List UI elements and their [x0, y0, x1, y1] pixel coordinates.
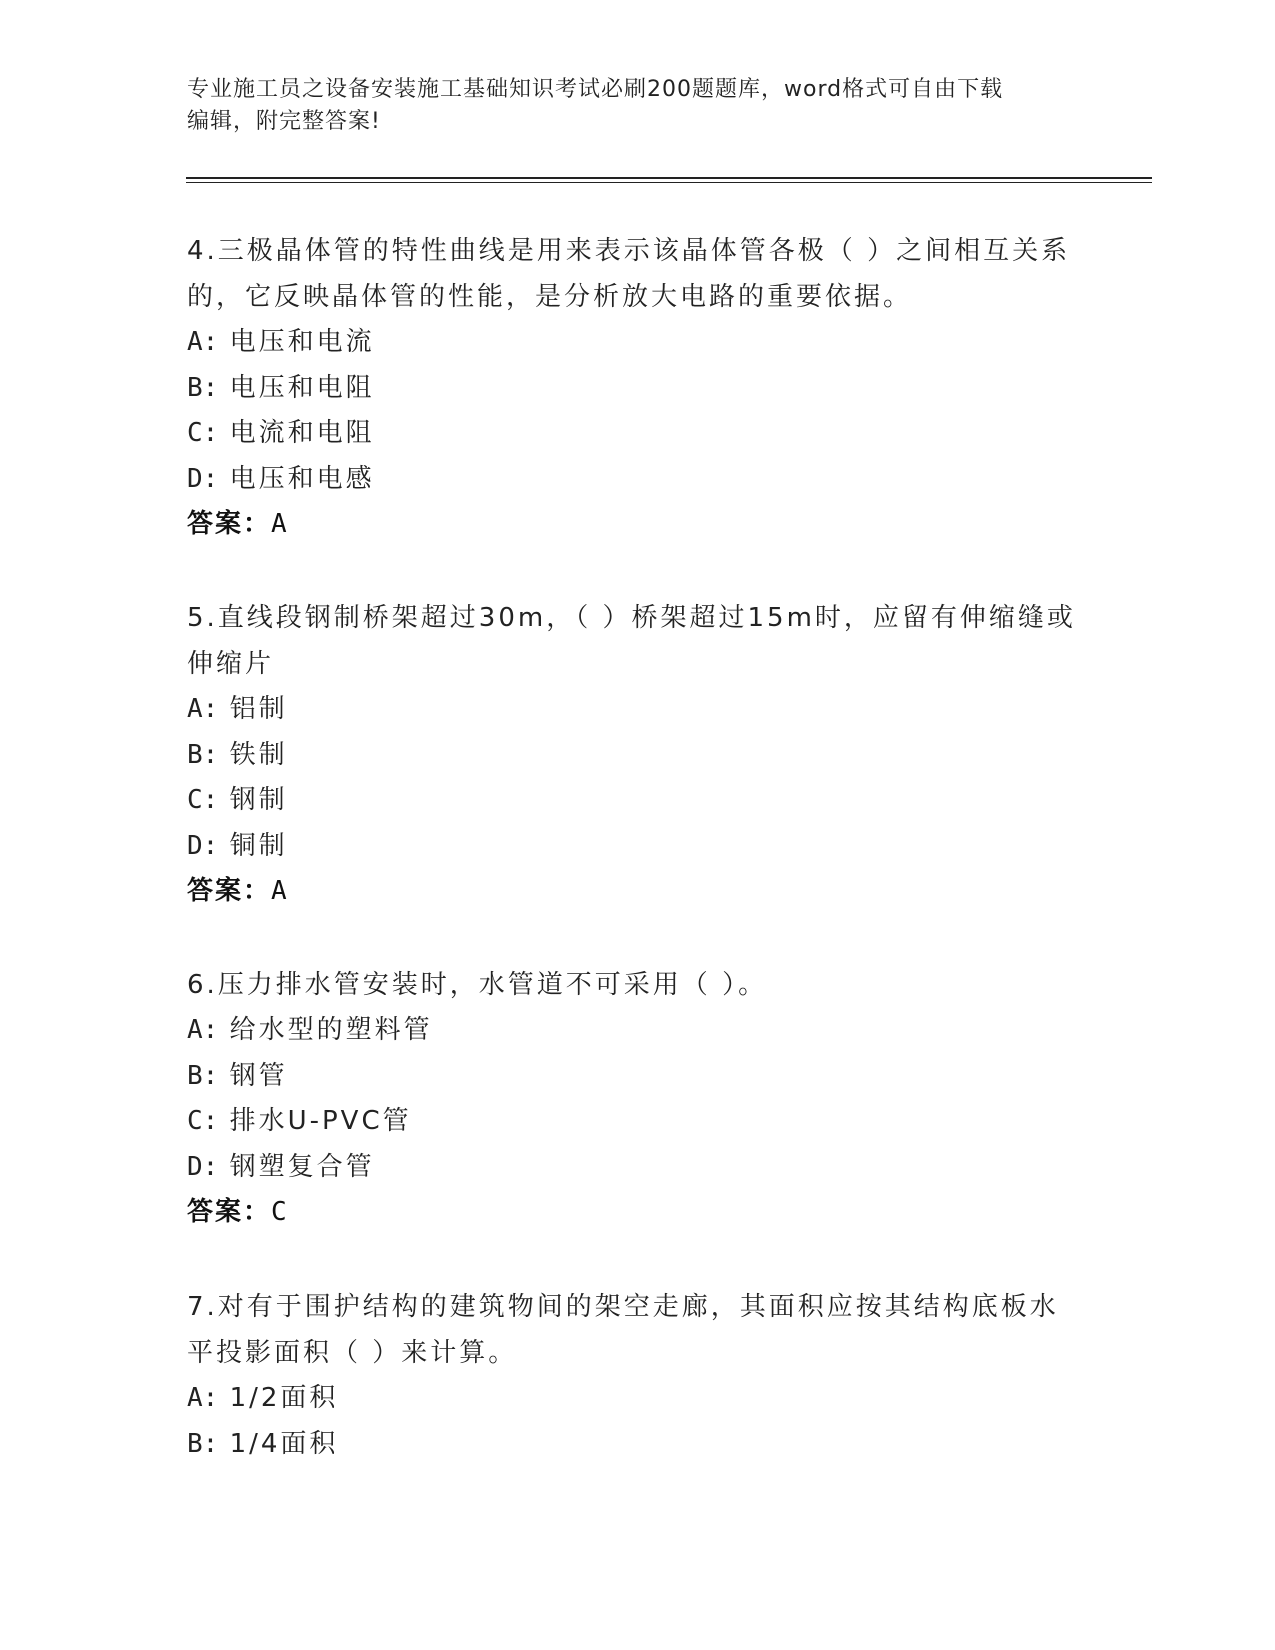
option-a: [187, 1008, 1087, 1054]
answer: [187, 1190, 1087, 1236]
option-d: [187, 1145, 1087, 1191]
option-text: 钢制: [229, 785, 288, 815]
answer-label: 答案：: [187, 1197, 272, 1227]
option-text: 1/4面积: [229, 1428, 339, 1459]
question-stem-line-1: 6.压力排水管安装时，水管道不可采用（ ）。: [187, 970, 768, 1000]
option-a: [187, 320, 1087, 366]
option-b: [187, 1422, 1087, 1468]
option-text: 1/2面积: [229, 1383, 339, 1413]
question-5: [187, 595, 1087, 915]
option-text: 排水U-PVC管: [229, 1106, 412, 1136]
answer: [187, 869, 1087, 915]
option-c: [187, 778, 1087, 824]
option-d: [187, 457, 1087, 503]
option-c: [187, 411, 1087, 457]
option-letter: A:: [187, 1015, 219, 1045]
answer-value: C: [271, 1197, 289, 1227]
question-stem-line-1: 7.对有于围护结构的建筑物间的架空走廊，其面积应按其结构底板水: [187, 1292, 1059, 1322]
header-divider-thin: [186, 182, 1152, 183]
option-c: [187, 1099, 1087, 1145]
option-letter: D:: [187, 1151, 219, 1182]
header-title-line-1: 专业施工员之设备安装施工基础知识考试必刷200题题库，word格式可自由下载: [187, 77, 1004, 102]
answer-value: A: [271, 509, 289, 539]
answer: [187, 502, 1087, 548]
option-letter: A:: [187, 1383, 219, 1413]
option-text: 铝制: [229, 694, 288, 724]
question-stem-line-2: 的，它反映晶体管的性能，是分析放大电路的重要依据。: [187, 282, 913, 312]
option-b: [187, 733, 1087, 779]
option-b: [187, 366, 1087, 412]
option-text: 铜制: [229, 830, 288, 861]
option-text: 电压和电流: [229, 327, 375, 357]
answer-value: A: [271, 876, 289, 906]
option-text: 电压和电感: [229, 463, 375, 494]
option-text: 钢塑复合管: [229, 1151, 375, 1182]
option-letter: B:: [187, 1428, 219, 1459]
question-6: [187, 962, 1087, 1236]
option-text: 电流和电阻: [229, 418, 375, 448]
option-a: [187, 1376, 1087, 1422]
option-text: 钢管: [229, 1060, 288, 1091]
option-letter: A:: [187, 694, 219, 724]
option-d: [187, 824, 1087, 870]
option-letter: C:: [187, 785, 219, 815]
option-b: [187, 1054, 1087, 1100]
option-a: [187, 687, 1087, 733]
header-title-line-2: 编辑，附完整答案!: [187, 109, 381, 134]
answer-label: 答案：: [187, 509, 272, 539]
option-letter: A:: [187, 327, 219, 357]
option-letter: B:: [187, 1060, 219, 1091]
question-4: [187, 228, 1087, 548]
question-stem-line-2: 伸缩片: [187, 649, 275, 679]
option-text: 给水型的塑料管: [229, 1015, 433, 1045]
question-stem-line-1: 4.三极晶体管的特性曲线是用来表示该晶体管各极（ ）之间相互关系: [187, 236, 1071, 266]
option-text: 铁制: [229, 739, 288, 770]
option-letter: B:: [187, 372, 219, 403]
question-stem-line-1: 5.直线段钢制桥架超过30m，（ ）桥架超过15m时，应留有伸缩缝或: [187, 603, 1076, 633]
document-header: [187, 74, 1067, 138]
question-7: [187, 1284, 1087, 1467]
option-letter: C:: [187, 418, 219, 448]
option-text: 电压和电阻: [229, 372, 375, 403]
option-letter: C:: [187, 1106, 219, 1136]
option-letter: B:: [187, 739, 219, 770]
header-divider-thick: [186, 177, 1152, 179]
answer-label: 答案：: [187, 876, 272, 906]
option-letter: D:: [187, 463, 219, 494]
option-letter: D:: [187, 830, 219, 861]
question-stem-line-2: 平投影面积（ ）来计算。: [187, 1338, 518, 1368]
